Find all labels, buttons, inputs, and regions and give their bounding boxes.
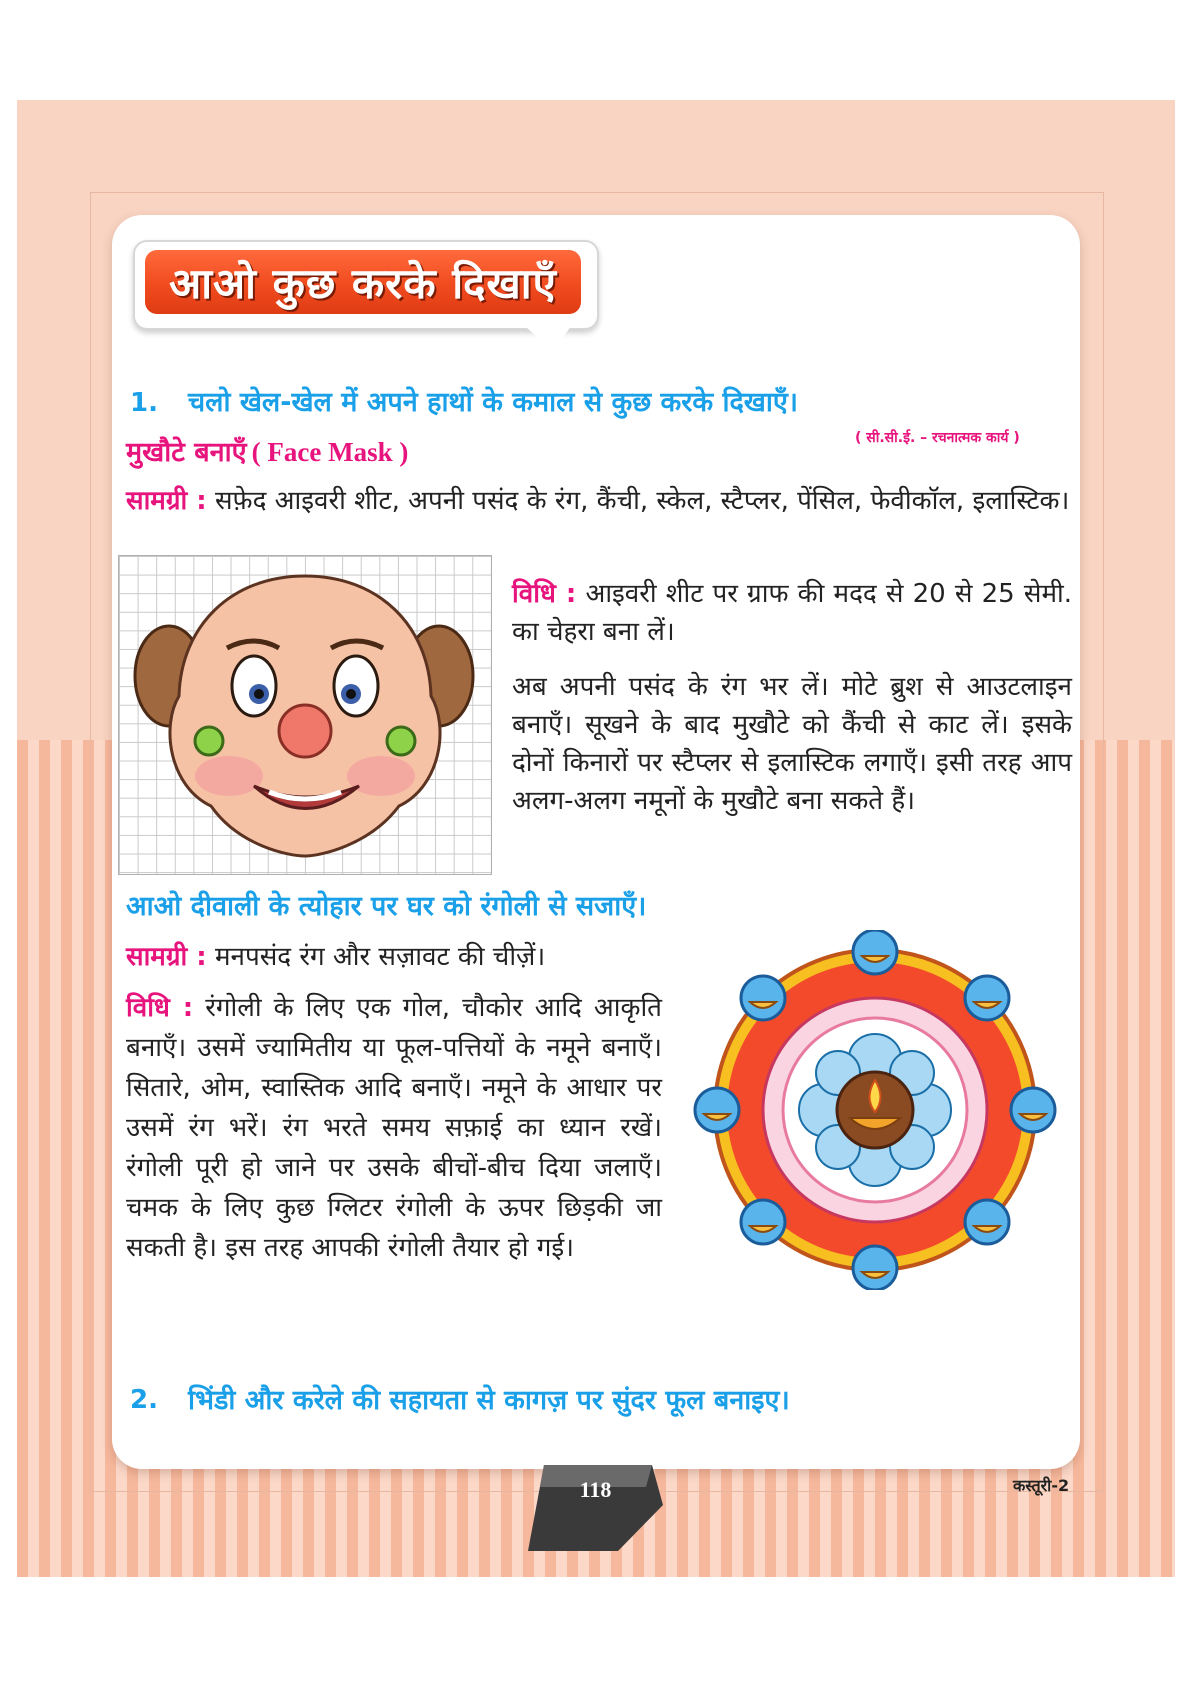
- materials-label: सामग्री :: [126, 486, 207, 516]
- page-number-badge: [528, 1465, 663, 1551]
- section2-heading: भिंडी और करेले की सहायता से कागज़ पर सुंदर फूल बनाइए।: [188, 1385, 790, 1416]
- face-mask-title: [126, 432, 408, 469]
- rangoli-illustration: [690, 930, 1060, 1290]
- section1-heading: चलो खेल-खेल में अपने हाथों के कमाल से कुछ करके दिखाएँ।: [188, 387, 799, 418]
- rangoli-method-paragraph: [126, 988, 662, 1268]
- banner-title: आओ कुछ करके दिखाएँ: [169, 258, 557, 308]
- face-mask-title-hi: मुखौटे बनाएँ: [126, 437, 247, 468]
- title-banner: [133, 240, 595, 352]
- face-mask-illustration: [119, 556, 491, 874]
- book-name: कस्तूरी-2: [1013, 1476, 1070, 1495]
- face-mask-grid: [118, 555, 492, 875]
- banner-plate: [145, 250, 581, 314]
- section1-number: 1.: [130, 388, 158, 418]
- page-number: 118: [579, 1477, 612, 1502]
- rangoli-materials-text: मनपसंद रंग और सज़ावट की चीज़ें।: [214, 942, 546, 972]
- cce-note: ( सी.सी.ई. – रचनात्मक कार्य ): [855, 430, 1020, 446]
- materials-text: सफ़ेद आइवरी शीट, अपनी पसंद के रंग, कैंची, स्केल, स्टैप्लर, पेंसिल, फेवीकॉल, इलास्टिक।: [214, 486, 1070, 516]
- rangoli-materials-paragraph: [126, 938, 545, 976]
- method-label: विधि :: [512, 579, 577, 609]
- rangoli-heading: आओ दीवाली के त्योहार पर घर को रंगोली से सजाएँ।: [126, 891, 647, 922]
- materials-paragraph: [126, 482, 1072, 520]
- rangoli-method-text: रंगोली के लिए एक गोल, चौकोर आदि आकृति बनाएँ। उसमें ज्यामितीय या फूल-पत्तियों के नमूने बनाएँ। सितारे, ओम, स्वास्तिक आदि बनाएँ। नमूने के आधार पर उसमें रंग भरें। रंग भरते समय सफ़ाई का ध्यान रखें। रंगोली पूरी हो जाने पर उसके बीचों-बीच दिया जलाएँ। चमक के लिए कुछ ग्लिटर रंगोली के ऊपर छिड़की जा सकती है। इस तरह आपकी रंगोली तैयार हो गई।: [126, 993, 662, 1263]
- method-paragraph-1: [512, 575, 1072, 651]
- section2-number: 2.: [130, 1385, 158, 1415]
- method-paragraph-2: अब अपनी पसंद के रंग भर लें। मोटे ब्रुश से आउटलाइन बनाएँ। सूखने के बाद मुखौटे को कैंची से काट लें। इसके दोनों किनारों पर स्टैप्लर से इलास्टिक लगाएँ। इसी तरह आप अलग-अलग नमूनों के मुखौटे बना सकते हैं।: [512, 672, 1072, 816]
- rangoli-materials-label: सामग्री :: [126, 942, 207, 972]
- method-text-1: आइवरी शीट पर ग्राफ की मदद से 20 से 25 सेमी. का चेहरा बना लें।: [512, 579, 1072, 647]
- rangoli-method-label: विधि :: [126, 993, 194, 1023]
- face-mask-title-en: ( Face Mask ): [251, 437, 409, 467]
- banner-tail: [525, 326, 571, 352]
